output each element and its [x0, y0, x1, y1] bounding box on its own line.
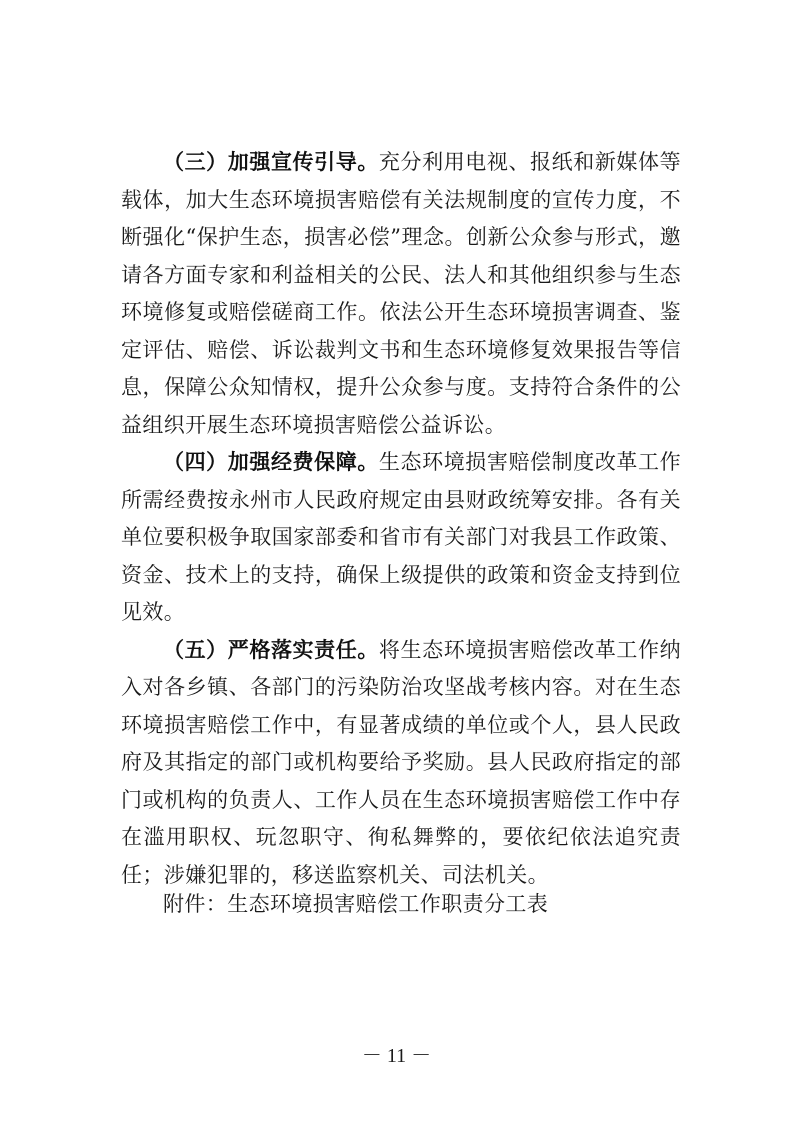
paragraph-heading-funding: （四）加强经费保障。: [163, 450, 379, 474]
paragraph-funding: [121, 444, 681, 632]
paragraph-text-funding: 生态环境损害赔偿制度改革工作所需经费按永州市人民政府规定由县财政统筹安排。各有关单位要积极争取国家部委和省市有关部门对我县工作政策、资金、技术上的支持，确保上级提供的政策和资金支持到位见效。: [121, 450, 682, 624]
document-body: [121, 144, 681, 894]
paragraph-heading-responsibility: （五）严格落实责任。: [163, 637, 379, 662]
paragraph-responsibility: [121, 632, 681, 895]
paragraph-heading-publicity: （三）加强宣传引导。: [163, 150, 379, 174]
paragraph-text-responsibility: 将生态环境损害赔偿改革工作纳入对各乡镇、各部门的污染防治攻坚战考核内容。对在生态环境损害赔偿工作中，有显著成绩的单位或个人，县人民政府及其指定的部门或机构要给予奖励。县人民政府指定的部门或机构的负责人、工作人员在生态环境损害赔偿工作中存在滥用职权、玩忽职守、徇私舞弊的，要依纪依法追究责任；涉嫌犯罪的，移送监察机关、司法机关。: [121, 637, 682, 887]
paragraph-text-publicity: 充分利用电视、报纸和新媒体等载体，加大生态环境损害赔偿有关法规制度的宣传力度，不断强化“保护生态，损害必偿”理念。创新公众参与形式，邀请各方面专家和利益相关的公民、法人和其他组织参与生态环境修复或赔偿磋商工作。依法公开生态环境损害调查、鉴定评估、赔偿、诉讼裁判文书和生态环境修复效果报告等信息，保障公众知情权，提升公众参与度。支持符合条件的公益组织开展生态环境损害赔偿公益诉讼。: [121, 150, 682, 437]
attachment-note: 附件：生态环境损害赔偿工作职责分工表: [163, 892, 549, 916]
paragraph-publicity: [121, 144, 681, 444]
page-number: － 11 －: [361, 1045, 432, 1067]
